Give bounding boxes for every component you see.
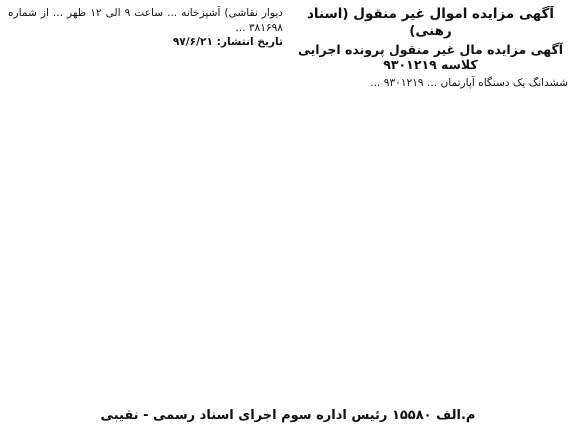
document-subtitle: آگهی مزایده مال غیر منقول پرونده اجرایی کلاسه ۹۳۰۱۲۱۹: [297, 41, 564, 73]
document-title: آگهی مزایده اموال غیر منقول (اسناد رهنی): [306, 6, 555, 39]
left-column-body: دیوار نقاشی) آشپزخانه ... ساعت ۹ الی ۱۲ ظهر ... از شماره ۳۸۱۶۹۸ ...: [8, 7, 283, 35]
right-column-body: ششدانگ یک دستگاه آپارتمان ... ۹۳۰۱۲۱۹ ...: [370, 77, 568, 89]
left-column: [8, 6, 283, 404]
publication-date: تاریخ انتشار: ۹۷/۶/۲۱: [172, 36, 283, 49]
signature-line: م.الف ۱۵۵۸۰ رئیس اداره سوم اجرای اسناد رسمی - نقیبی: [100, 408, 476, 424]
text-columns: [8, 6, 568, 404]
right-column: [293, 6, 568, 404]
